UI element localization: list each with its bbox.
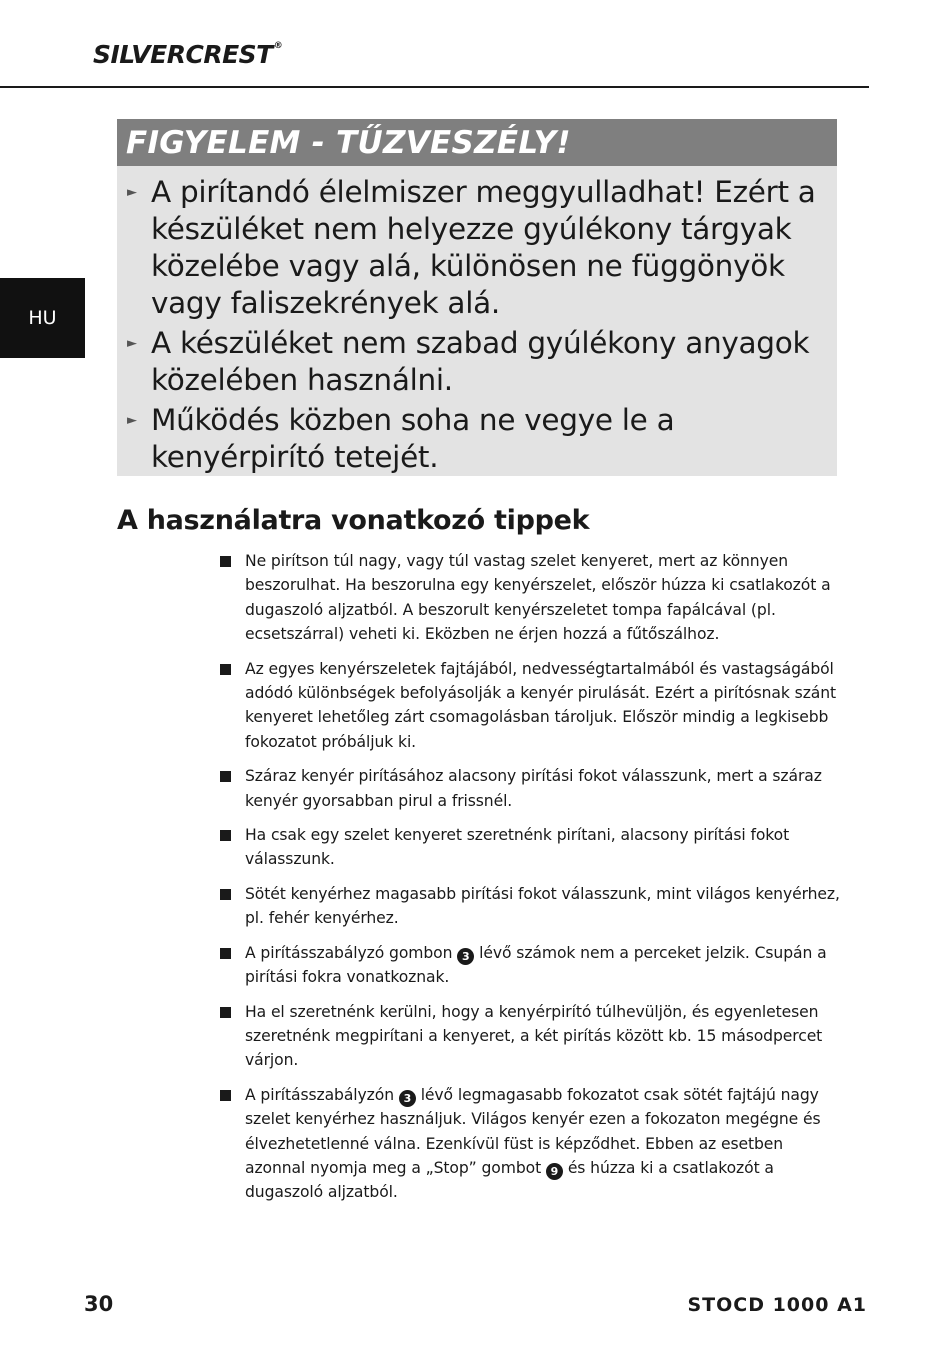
triangle-right-icon: ► [127, 185, 137, 200]
language-tab: HU [0, 278, 85, 358]
tip-item [220, 1000, 840, 1073]
tip-text: Ha el szeretnénk kerülni, hogy a kenyérpirító túlhevüljön, és egyenletesen szeretnénk megpirítani a kenyeret, a két pirítás között kb. 15 másodpercet várjon. [245, 1002, 823, 1070]
registered-mark: ® [273, 41, 283, 51]
warning-list [117, 166, 837, 476]
filled-square-icon [220, 889, 231, 900]
tip-text-start: A pirításszabályzó gombon [245, 943, 453, 962]
tip-text-start: A pirításszabályzón [245, 1085, 394, 1104]
header-divider [0, 86, 869, 88]
part-number-3-badge: 3 [457, 948, 474, 965]
tip-text: Ne pirítson túl nagy, vagy túl vastag szelet kenyeret, mert az könnyen beszorulhat. Ha beszorulna egy kenyérszelet, először húzza ki csatlakozót a dugaszoló aljzatból. A beszorult kenyérszeletet tompa fapálcával (pl. ecsetszárral) veheti ki. Eközben ne érjen hozzá a fűtőszálhoz. [245, 552, 831, 644]
warning-title: FIGYELEM - TŰZVESZÉLY! [117, 119, 837, 166]
filled-square-icon [220, 556, 231, 567]
tip-text-middle: lévő legmagasabb fokozatot csak sötét fajtájú nagy szelet kenyérhez használjuk. Világos kenyér ezen a fokozaton megégne és élvezhetetlenné válna. Ezenkívül füst is képződhet. Ebben az esetben azonnal nyomja meg a „Stop” gombot [245, 1085, 821, 1177]
triangle-right-icon: ► [127, 336, 137, 351]
page-number: 30 [84, 1292, 114, 1316]
tip-text-end: és húzza ki a csatlakozót a dugaszoló aljzatból. [245, 1158, 774, 1202]
warning-item-text: A készüléket nem szabad gyúlékony anyagok közelében használni. [151, 326, 810, 397]
tip-item [220, 823, 840, 872]
triangle-right-icon: ► [127, 413, 137, 428]
tip-item [220, 764, 840, 813]
filled-square-icon [220, 771, 231, 782]
tip-text-end: lévő számok nem a perceket jelzik. Csupán a pirítási fokra vonatkoznak. [245, 943, 827, 987]
filled-square-icon [220, 948, 231, 959]
tip-item [220, 1083, 840, 1205]
filled-square-icon [220, 664, 231, 675]
filled-square-icon [220, 1007, 231, 1018]
tip-item [220, 549, 840, 647]
warning-item-text: Működés közben soha ne vegye le a kenyérpirító tetejét. [151, 403, 675, 474]
tip-item [220, 941, 840, 990]
warning-item [117, 325, 827, 399]
warning-item [117, 402, 827, 476]
part-number-9-badge: 9 [546, 1163, 563, 1180]
warning-item-text: A pirítandó élelmiszer meggyulladhat! Ezért a készüléket nem helyezze gyúlékony tárgyak közelébe vagy alá, különösen ne függönyök vagy faliszekrények alá. [151, 175, 816, 320]
tip-text: Ha csak egy szelet kenyeret szeretnénk pirítani, alacsony pirítási fokot válasszunk. [245, 826, 790, 869]
section-heading: A használatra vonatkozó tippek [117, 505, 590, 536]
tip-item [220, 657, 840, 755]
tip-text: Az egyes kenyérszeletek fajtájából, nedvességtartalmából és vastagságából adódó különbségek befolyásolják a kenyér pirulását. Ezért a pirítósnak szánt kenyeret lehetőleg zárt csomagolásban tároljuk. Először mindig a legkisebb fokozatot próbáljuk ki. [245, 659, 837, 751]
warning-item [117, 174, 827, 322]
tips-list [220, 549, 840, 1215]
filled-square-icon [220, 1090, 231, 1101]
filled-square-icon [220, 830, 231, 841]
brand-logo-text: SILVERCREST [93, 40, 273, 69]
tip-text: Sötét kenyérhez magasabb pirítási fokot válasszunk, mint világos kenyérhez, pl. fehér kenyérhez. [245, 884, 840, 928]
tip-item [220, 882, 840, 931]
model-name: STOCD 1000 A1 [687, 1294, 867, 1316]
part-number-3-badge: 3 [399, 1090, 416, 1107]
brand-logo [93, 42, 282, 67]
fire-warning-box [117, 119, 837, 476]
tip-text: Száraz kenyér pirításához alacsony pirítási fokot válasszunk, mert a száraz kenyér gyorsabban pirul a frissnél. [245, 767, 822, 810]
